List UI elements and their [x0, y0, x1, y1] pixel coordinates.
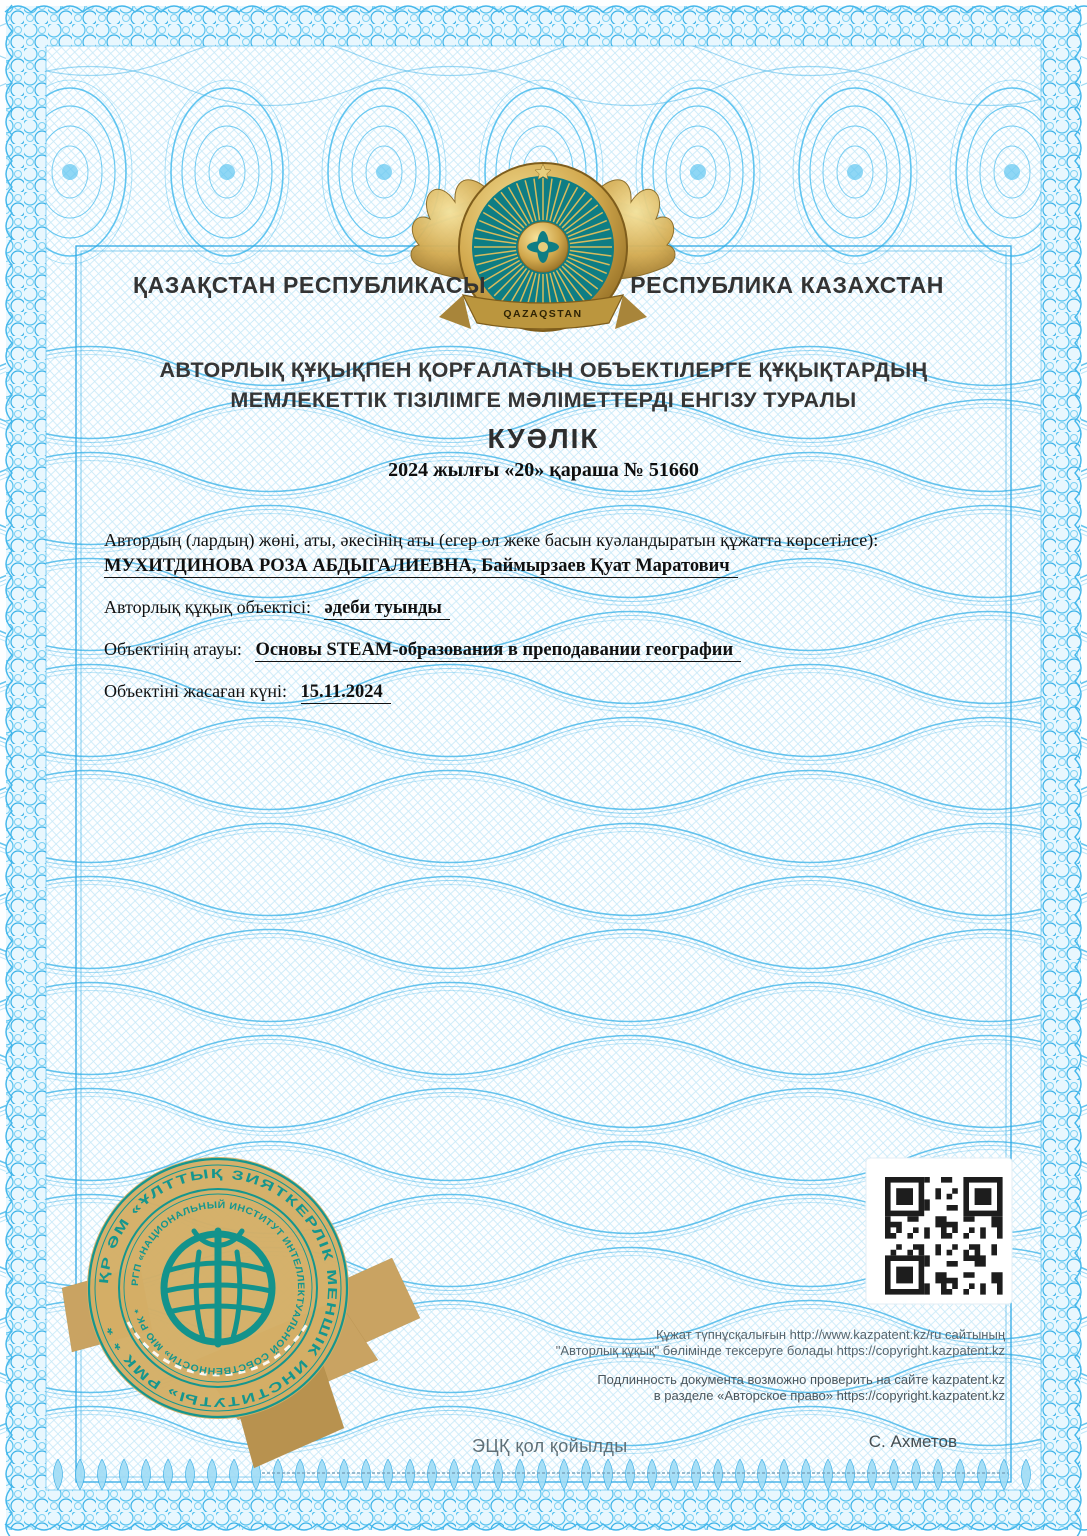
object-type-value: әдеби туынды — [324, 598, 449, 620]
verify-ru-line1: Подлинность документа возможно проверить на сайте kazpatent.kz — [597, 1372, 1005, 1387]
object-name-value: Основы STEAM-образования в преподавании географии — [255, 640, 741, 662]
seal-inner-ring-text: РГП «НАЦИОНАЛЬНЫЙ ИНСТИТУТ ИНТЕЛЛЕКТУАЛЬНОЙ СОБСТВЕННОСТИ» МЮ РК * — [129, 1199, 307, 1377]
author-value: МУХИТДИНОВА РОЗА АБДЫГАЛИЕВНА, Баймырзаев Қуат Маратович — [104, 556, 738, 578]
creation-date-label: Объектіні жасаған күні: — [104, 681, 288, 701]
country-title-ru: РЕСПУБЛИКА КАЗАХСТАН — [630, 272, 944, 298]
verify-kk-line2: "Авторлық құқық" бөлімінде тексеруге болады https://copyright.kazpatent.kz — [555, 1343, 1005, 1358]
creation-date-value: 15.11.2024 — [301, 682, 391, 704]
signatory-name: С. Ахметов — [868, 1432, 957, 1451]
verify-note-kk — [556, 1327, 1005, 1359]
verify-ru-line2: в разделе «Авторское право» https://copyright.kazpatent.kz — [653, 1388, 1005, 1403]
country-title-kk: ҚАЗАҚСТАН РЕСПУБЛИКАСЫ — [133, 272, 487, 298]
doc-title-line1: АВТОРЛЫҚ ҚҰҚЫҚПЕН ҚОРҒАЛАТЫН ОБЪЕКТІЛЕРГЕ ҚҰҚЫҚТАРДЫҢ — [159, 358, 928, 382]
doc-number-line: 2024 жылғы «20» қараша № 51660 — [388, 459, 699, 481]
signature-method-label: ЭЦҚ қол қойылды — [472, 1436, 628, 1456]
seal-outer-ring-text: ҚР ӘМ «ҰЛТТЫҚ ЗИЯТКЕРЛІК МЕНШІК ИНСТИТУТЫ» РМК * * — [95, 1165, 341, 1411]
doc-type-title: КУӘЛІК — [487, 423, 600, 454]
object-type-label: Авторлық құқық объектісі: — [104, 597, 311, 617]
author-label: Автордың (лардың) жөні, аты, әкесінің аты (егер ол жеке басын куәландыратын құжатта көрсетілсе): — [104, 530, 879, 550]
object-name-label: Объектінің атауы: — [104, 639, 242, 659]
emblem-banner-text: QAZAQSTAN — [503, 308, 583, 320]
verify-kk-line1: Құжат түпнұсқалығын http://www.kazpatent.kz/ru сайтының — [655, 1327, 1005, 1342]
doc-title-line2: МЕМЛЕКЕТТІК ТІЗІЛІМГЕ МӘЛІМЕТТЕРДІ ЕНГІЗУ ТУРАЛЫ — [230, 388, 857, 412]
verify-note-ru — [597, 1372, 1005, 1404]
